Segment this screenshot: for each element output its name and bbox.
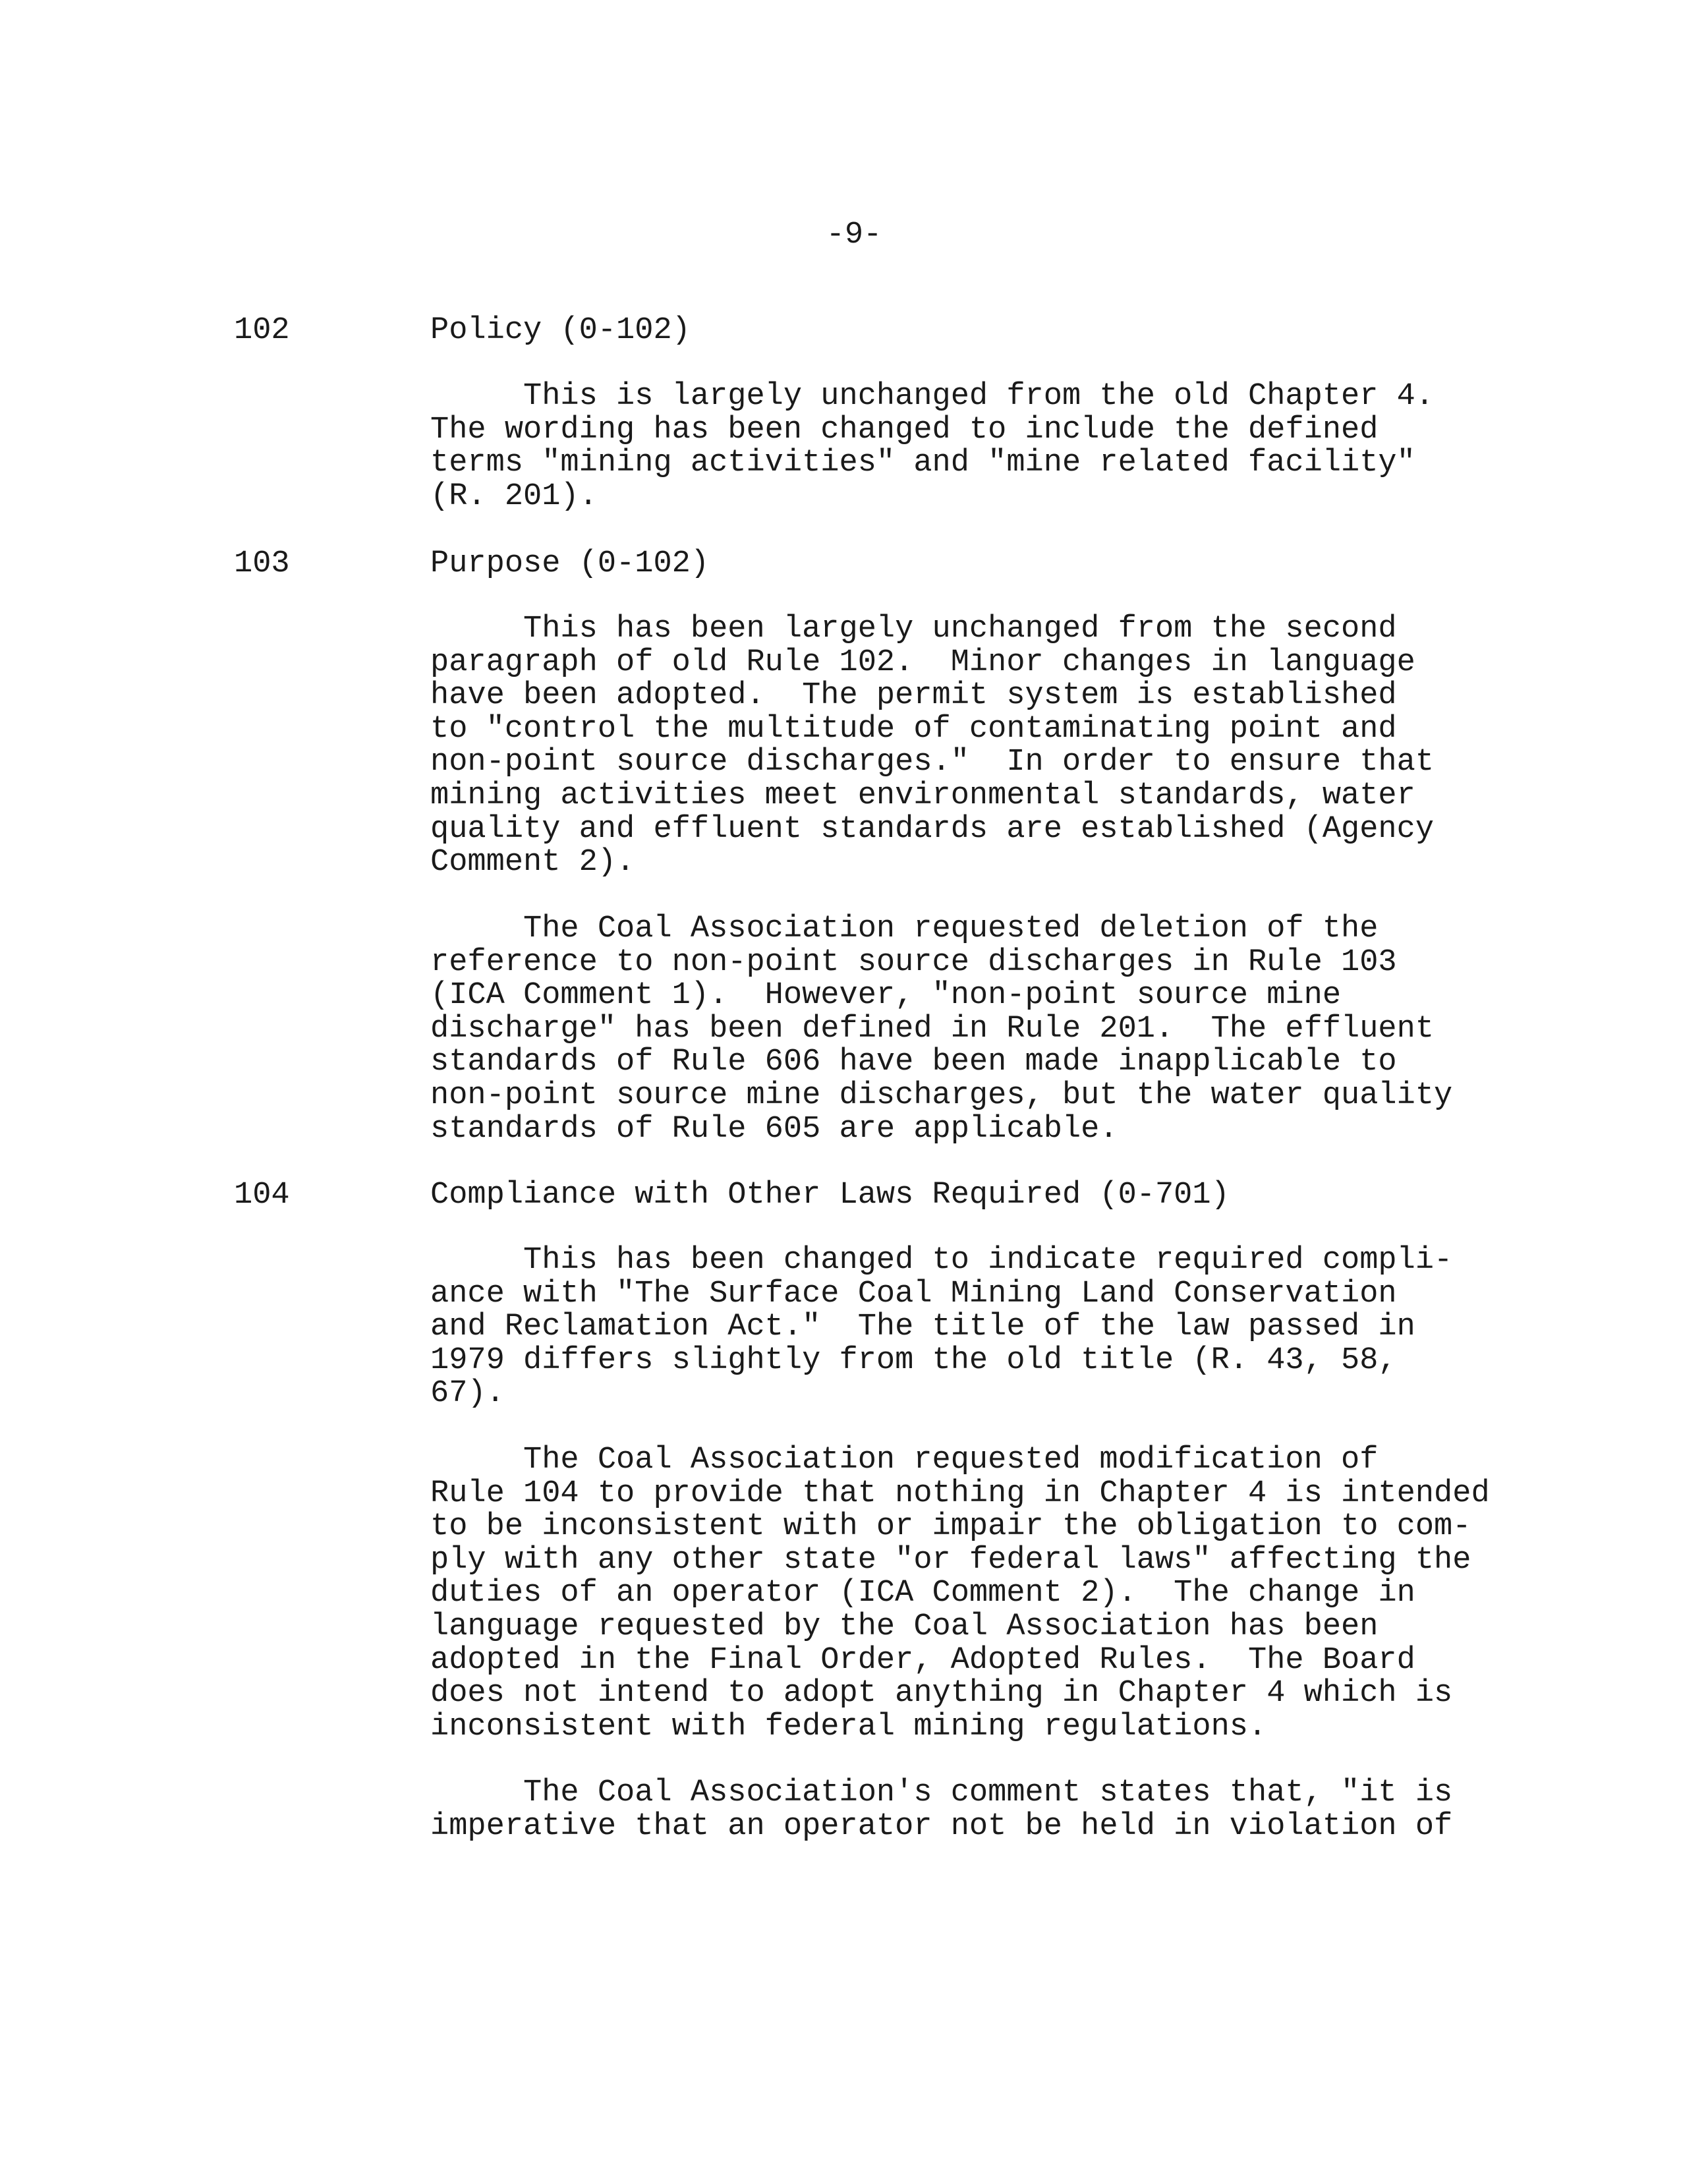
text-line: This has been changed to indicate required compli- xyxy=(430,1243,1453,1278)
text-line: 67). xyxy=(430,1376,505,1412)
text-line: non-point source discharges." In order to ensure that xyxy=(430,745,1435,780)
text-line: language requested by the Coal Association has been xyxy=(430,1609,1379,1644)
paragraph-purpose-1 xyxy=(430,613,1434,880)
text-line: non-point source mine discharges, but the water quality xyxy=(430,1078,1453,1113)
text-line: standards of Rule 605 are applicable. xyxy=(430,1111,1118,1147)
rule-number-102: 102 xyxy=(234,313,290,348)
paragraph-compliance-1 xyxy=(430,1244,1452,1411)
text-line: (R. 201). xyxy=(430,478,598,514)
paragraph-compliance-3 xyxy=(430,1777,1452,1843)
rule-number-104: 104 xyxy=(234,1178,290,1213)
paragraph-policy xyxy=(430,380,1434,513)
text-line: paragraph of old Rule 102. Minor changes in language xyxy=(430,645,1415,680)
text-line: (ICA Comment 1). However, "non-point source mine xyxy=(430,978,1342,1014)
text-line: ance with "The Surface Coal Mining Land Conservation xyxy=(430,1276,1397,1311)
text-line: Comment 2). xyxy=(430,845,635,880)
text-line: standards of Rule 606 have been made inapplicable to xyxy=(430,1045,1397,1080)
text-line: have been adopted. The permit system is established xyxy=(430,678,1397,714)
section-heading-policy: Policy (0-102) xyxy=(430,313,691,348)
text-line: This has been largely unchanged from the second xyxy=(430,612,1397,647)
text-line: inconsistent with federal mining regulations. xyxy=(430,1709,1267,1744)
text-line: does not intend to adopt anything in Chapter 4 which is xyxy=(430,1676,1453,1711)
text-line: to be inconsistent with or impair the obligation to com- xyxy=(430,1509,1471,1545)
text-line: The Coal Association requested deletion of the xyxy=(430,911,1379,946)
text-line: reference to non-point source discharges in Rule 103 xyxy=(430,944,1397,980)
text-line: imperative that an operator not be held in violation of xyxy=(430,1808,1453,1844)
paragraph-compliance-2 xyxy=(430,1444,1490,1744)
text-line: duties of an operator (ICA Comment 2). The change in xyxy=(430,1576,1415,1611)
text-line: to "control the multitude of contaminating point and xyxy=(430,711,1397,747)
text-line: The Coal Association requested modification of xyxy=(430,1443,1379,1478)
paragraph-purpose-2 xyxy=(430,913,1452,1146)
text-line: terms "mining activities" and "mine related facility" xyxy=(430,445,1415,481)
text-line: The wording has been changed to include the defined xyxy=(430,412,1379,447)
page-number: -9- xyxy=(826,217,882,252)
text-line: ply with any other state "or federal laws" affecting the xyxy=(430,1542,1471,1578)
section-heading-compliance: Compliance with Other Laws Required (0-701) xyxy=(430,1178,1230,1213)
section-heading-purpose: Purpose (0-102) xyxy=(430,546,710,581)
text-line: adopted in the Final Order, Adopted Rules. The Board xyxy=(430,1642,1415,1678)
text-line: discharge" has been defined in Rule 201. The effluent xyxy=(430,1011,1435,1047)
text-line: mining activities meet environmental standards, water xyxy=(430,778,1415,813)
text-line: Rule 104 to provide that nothing in Chapter 4 is intended xyxy=(430,1476,1490,1511)
text-line: The Coal Association's comment states that, "it is xyxy=(430,1775,1453,1810)
text-line: and Reclamation Act." The title of the law passed in xyxy=(430,1309,1415,1345)
rule-number-103: 103 xyxy=(234,546,290,581)
text-line: 1979 differs slightly from the old title (R. 43, 58, xyxy=(430,1342,1397,1378)
text-line: This is largely unchanged from the old Chapter 4. xyxy=(430,379,1435,414)
text-line: quality and effluent standards are established (Agency xyxy=(430,811,1435,847)
